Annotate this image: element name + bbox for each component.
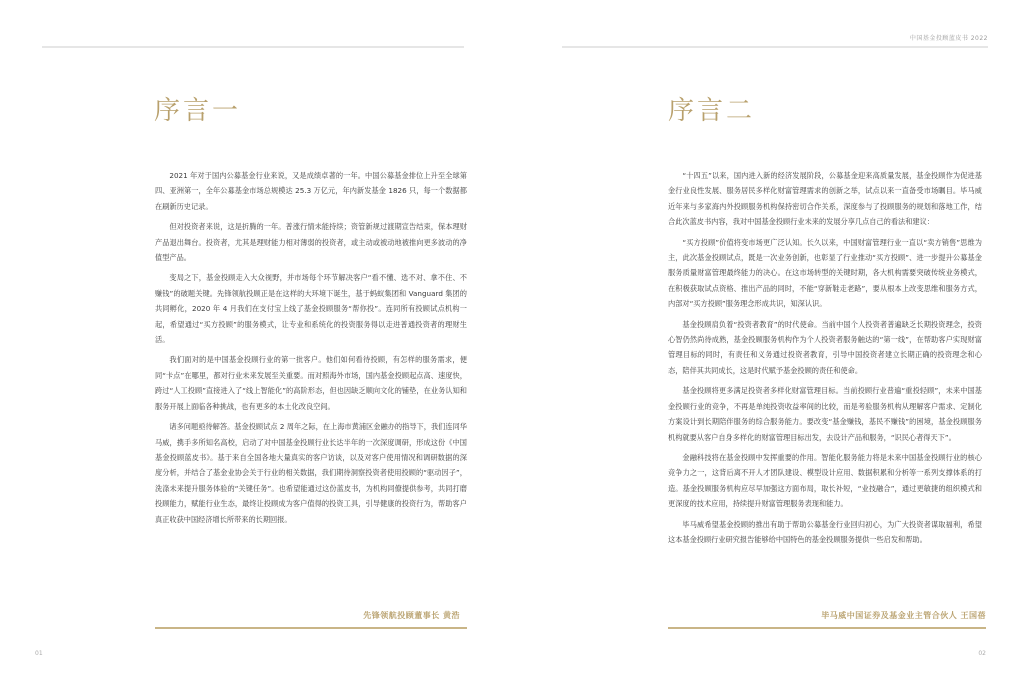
running-head: 中国基金投顾蓝皮书 2022 <box>909 35 988 42</box>
body-text <box>668 168 982 552</box>
page-number: 02 <box>978 650 986 657</box>
paragraph: 但对投资者来说，这是折腾的一年。普涨行情未能持续；资管新规过渡期宣告结束，保本理财产品退出舞台。投资者，尤其是理财能力相对薄弱的投资者，或主动或被动地被推向更多波动的净值型产品。 <box>155 222 467 263</box>
top-rule <box>562 46 988 48</box>
paragraph: 基金投顾将更多满足投资者多样化财富管理目标。当前投顾行业普遍“重投轻顾”，未来中国基金投顾行业的竞争，不再是单纯投资收益率间的比较，而是考验服务机构从理解客户需求、定制化方案设计到长期陪伴服务的综合服务能力。要改变“基金赚钱，基民不赚钱”的困境，基金投顾服务机构就要从客户自身多样化的财富管理目标出发，去设计产品和服务，“识民心者得天下”。 <box>668 386 982 442</box>
body-text <box>155 168 467 532</box>
signature: 先锋领航投顾董事长 黄浩 <box>363 611 460 620</box>
paragraph: “十四五”以来，国内进入新的经济发展阶段，公募基金迎来高质量发展，基金投顾作为促进基金行业良性发展、服务居民多样化财富管理需求的创新之举，试点以来一直备受市场瞩目。毕马威近年来与多家海内外投顾服务机构保持密切合作关系，深度参与了投顾服务的规划和落地工作，结合此次蓝皮书内容，我对中国基金投顾行业未来的发展分享几点自己的看法和建议： <box>668 171 982 227</box>
paragraph: 我们面对的是中国基金投顾行业的第一批客户。他们如何看待投顾，有怎样的服务需求，便同“卡点”在哪里，都对行业未来发展至关重要。而对照海外市场，国内基金投顾起点高、速度快，跨过“人工投顾”直接进入了“线上智能化”的高阶形态，但也因缺乏顺向文化的铺垫，在业务认知和服务开展上面临各种挑战，也有更多的本土化改良空间。 <box>155 355 467 411</box>
page-title: 序言一 <box>154 96 242 126</box>
paragraph: 变局之下，基金投顾走入大众视野，并市场每个环节解决客户“看不懂、选不对、拿不住、不赚钱”的破题关键。先锋领航投顾正是在这样的大环境下诞生，基于蚂蚁集团和 Vanguard 集团的共同孵化，2020 年 4 月我们在支付宝上线了基金投顾服务“帮你投”。连同所有投顾试点机构一起，希望通过“买方投顾”的服务模式，让专业和系统化的投资服务得以走进普通投资者的理财生活。 <box>155 273 467 345</box>
page-title: 序言二 <box>668 96 756 126</box>
bottom-rule <box>668 627 986 629</box>
top-rule <box>42 46 464 48</box>
paragraph: 基金投顾肩负着“投资者教育”的时代使命。当前中国个人投资者普遍缺乏长期投资理念，投资心智仍然尚待成熟，基金投顾服务机构作为个人投资者服务触达的“第一线”，在帮助客户实现财富管理目标的同时，有责任和义务通过投资者教育，引导中国投资者建立长期正确的投资理念和心态，陪伴其共同成长，这是时代赋予基金投顾的责任和使命。 <box>668 319 982 375</box>
paragraph: 2021 年对于国内公募基金行业来说，又是成绩卓著的一年。中国公募基金排位上升至全球第四、亚洲第一，全年公募基金市场总规模达 25.3 万亿元，年内新发基金 1826 只，每一个数据都在刷新历史记录。 <box>155 171 467 211</box>
paragraph: 毕马威希望基金投顾的推出有助于帮助公募基金行业回归初心，为广大投资者谋取福利，希望这本基金投顾行业研究报告能够给中国特色的基金投顾服务提供一些启发和帮助。 <box>668 519 982 544</box>
signature: 毕马威中国证券及基金业主管合伙人 王国蓓 <box>821 611 986 620</box>
paragraph: 诸多问题亟待解答。基金投顾试点 2 周年之际，在上海市黄浦区金融办的指导下，我们连同华马威，携手多所知名高校，启动了对中国基金投顾行业长达半年的一次深度调研，形成这份《中国基金投顾蓝皮书》。基于来自全国各地大量真实的客户访谈，以及对客户使用情况和调研数据的深度分析，并结合了基金业协会关于行业的相关数据，我们期待洞察投资者使用投顾的“驱动因子”，洗涤未来提升服务体验的“关键任务”。也希望能通过这份蓝皮书，为机构同僚提供参考，共同打磨投顾能力，赋能行业生态，最终让投顾成为客户值得的投资工具，引导健康的投资行为，帮助客户真正收获中国经济增长所带来的长期回报。 <box>155 422 467 524</box>
bottom-rule <box>155 627 467 629</box>
paragraph: 金融科技将在基金投顾中发挥重要的作用。智能化服务能力将是未来中国基金投顾行业的核心竞争力之一，这背后离不开人才团队建设、模型设计应用、数据积累和分析等一系列支撑体系的打造。基金投顾服务机构应尽早加强这方面布局，取长补短，“业技融合”，通过更敏捷的组织模式和更深度的技术应用，持续提升财富管理服务表现和能力。 <box>668 452 982 509</box>
page-number: 01 <box>35 650 43 657</box>
right-page <box>512 0 1024 695</box>
paragraph: “买方投顾”价值将变市场更广泛认知。长久以来，中国财富管理行业一直以“卖方销售”思维为主，此次基金投顾试点，既是一次业务创新，也彰显了行业推动“买方投顾”、进一步提升公募基金服务质量财富管理最终能力的决心。在这市场转型的关键时期，各大机构需要突破传统业务模式，在积极获取试点资格、推出产品的同时，不能“穿新鞋走老路”，要从根本上改变思维和服务方式，内部对“买方投顾”服务理念形成共识，知深认识。 <box>668 237 982 309</box>
